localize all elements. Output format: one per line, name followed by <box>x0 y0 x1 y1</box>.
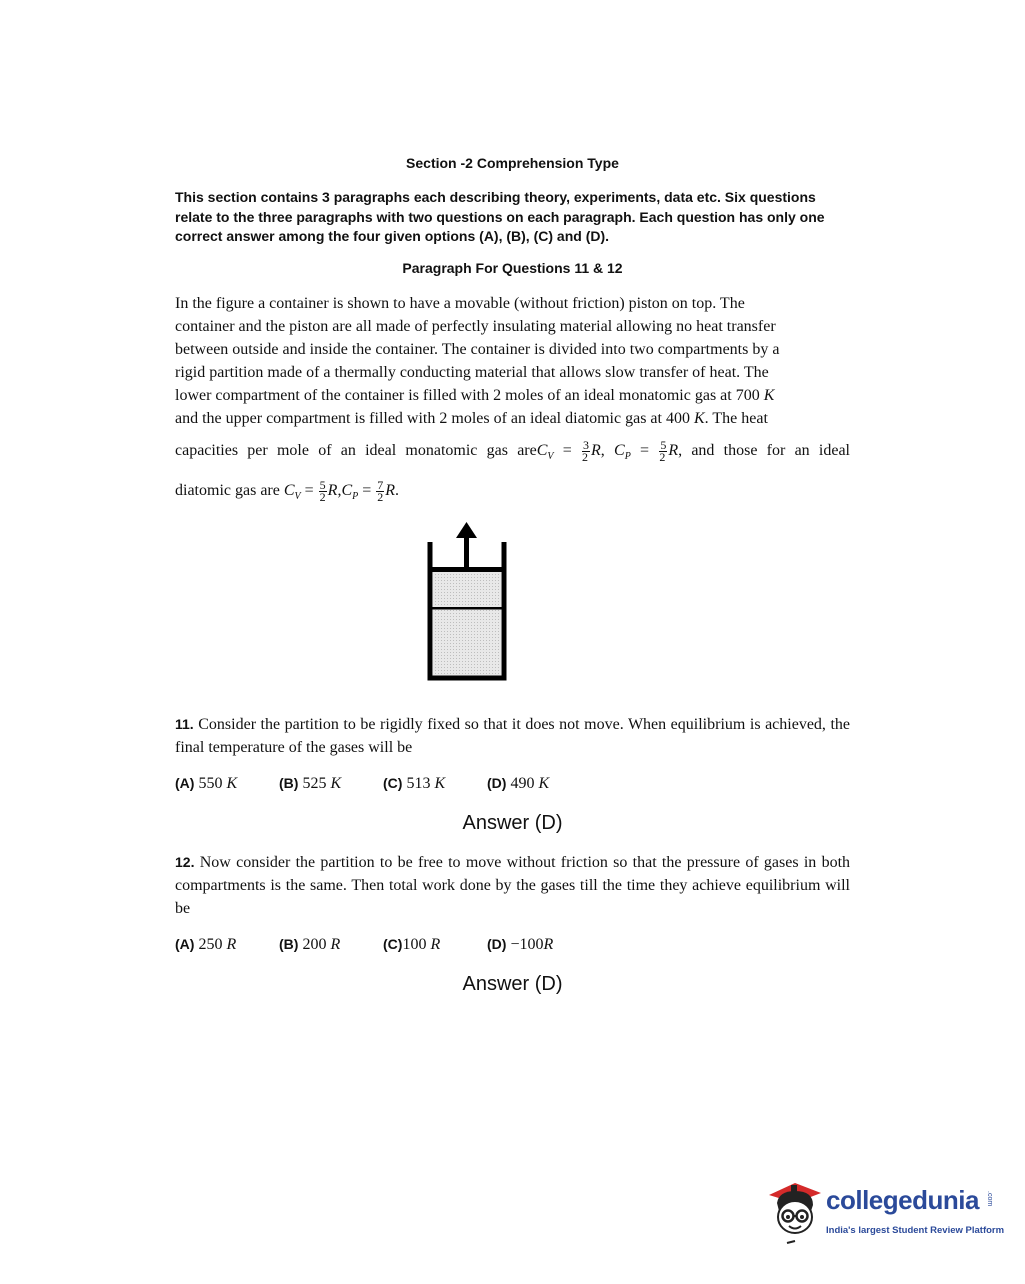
option-label: (D) <box>487 775 507 791</box>
option-d[interactable] <box>487 936 553 954</box>
logo-wordmark: collegedunia <box>826 1185 979 1215</box>
option-unit: K <box>434 775 446 792</box>
option-unit: K <box>330 775 342 792</box>
paragraph-line-text: and the upper compartment is filled with 2 moles of an ideal diatomic gas at 400 <box>175 410 690 427</box>
mascot-icon <box>765 1177 823 1245</box>
equals: = <box>553 442 572 459</box>
option-c[interactable] <box>383 936 440 954</box>
cv-symbol: C <box>283 482 295 500</box>
piston-rod <box>464 534 469 568</box>
option-value: 490 <box>510 775 535 792</box>
equals: = <box>300 482 314 500</box>
gas-region <box>433 572 501 676</box>
paragraph-line: rigid partition made of a thermally conducting material that allows slow transfer of heat. The <box>175 364 769 381</box>
option-label: (B) <box>279 936 299 952</box>
question-text: Now consider the partition to be free to move without friction so that the pressure of gases in both compartments is the same. Then total work done by the gases till the time they achieve equilibrium will be <box>175 854 851 917</box>
logo-suffix: .com <box>986 1191 993 1207</box>
option-b[interactable] <box>279 936 340 954</box>
option-a[interactable] <box>175 775 237 793</box>
option-value: 525 <box>302 775 327 792</box>
answer-11: Answer (D) <box>462 812 563 834</box>
cv-symbol: C <box>536 442 548 459</box>
option-label: (C) <box>383 775 403 791</box>
option-unit: R <box>330 936 341 953</box>
paragraph-line: In the figure a container is shown to have a movable (without friction) piston on top. The <box>175 295 745 312</box>
cv-subscript: V <box>294 491 301 503</box>
question-11 <box>175 713 850 759</box>
cp-symbol: C <box>341 482 353 500</box>
paragraph-line <box>175 384 850 407</box>
question-number: 12. <box>175 854 195 870</box>
option-d[interactable] <box>487 775 549 793</box>
option-label: (B) <box>279 775 299 791</box>
question-12 <box>175 851 850 920</box>
arrow-up-icon <box>456 522 477 538</box>
cp-symbol: C <box>614 442 625 459</box>
paragraph-line-formula: diatomic gas are $C_V$ = $\frac{5}{2}$ $R,C_P$ = $\frac{7}{2}$ R. <box>175 478 400 505</box>
fraction-numerator: 5 <box>319 478 326 493</box>
fraction-denominator: 2 <box>377 490 384 505</box>
option-unit: K <box>226 775 238 792</box>
section-title: Section -2 Comprehension Type <box>406 155 619 171</box>
option-label: (A) <box>175 936 195 952</box>
collegedunia-logo <box>765 1175 1005 1245</box>
fraction-numerator: 3 <box>583 437 590 452</box>
paragraph-line: between outside and inside the container. The container is divided into two compartments by a <box>175 341 780 358</box>
fraction-di-cv <box>319 480 327 503</box>
fraction-numerator: 7 <box>377 478 384 493</box>
option-value: −100 <box>510 936 544 953</box>
paragraph-line-text: capacities per mole of an ideal monatomic gas are <box>175 442 537 459</box>
fraction-mono-cv <box>582 437 590 464</box>
r-symbol: R <box>327 482 338 500</box>
fraction-denominator: 2 <box>582 449 589 464</box>
unit-kelvin: K <box>693 410 705 427</box>
fraction-denominator: 2 <box>659 449 666 464</box>
paragraph-line <box>175 407 850 430</box>
cp-subscript: P <box>624 451 631 463</box>
cp-subscript: P <box>352 491 359 503</box>
paragraph-line-text: diatomic gas are <box>175 482 280 500</box>
option-value: 550 <box>198 775 223 792</box>
fraction-numerator: 5 <box>660 437 667 452</box>
option-label: (D) <box>487 936 507 952</box>
option-unit: K <box>538 775 550 792</box>
option-b[interactable] <box>279 775 341 793</box>
period: . <box>395 482 400 500</box>
question-text: Consider the partition to be rigidly fixed so that it does not move. When equilibrium is achieved, the final temperature of the gases will be <box>175 716 851 756</box>
paragraph-line-tail: . The heat <box>704 410 768 427</box>
logo-tagline: India's largest Student Review Platform <box>826 1225 1005 1236</box>
fraction-mono-cp <box>659 437 667 464</box>
fraction-denominator: 2 <box>319 490 326 505</box>
option-c[interactable] <box>383 775 445 793</box>
section-instructions: This section contains 3 paragraphs each describing theory, experiments, data etc. Six questions relate to the three paragraphs with two questions on each paragraph. Each question has only one correct answer among the four given options (A), (B), (C) and (D). <box>175 189 825 244</box>
r-symbol: R <box>385 482 396 500</box>
comma: , <box>600 442 615 459</box>
paragraph-line: container and the piston are all made of perfectly insulating material allowing no heat transfer <box>175 318 776 335</box>
option-unit: R <box>543 936 554 953</box>
r-symbol: R <box>668 442 679 459</box>
equals: = <box>630 442 650 459</box>
cv-subscript: V <box>547 451 554 463</box>
paragraph-line-tail: , and those for an ideal <box>678 442 850 459</box>
unit-kelvin: K <box>763 387 775 404</box>
option-label: (A) <box>175 775 195 791</box>
question-number: 11. <box>175 716 194 732</box>
paragraph-line-formula <box>175 438 850 470</box>
answer-12: Answer (D) <box>462 973 563 995</box>
fraction-di-cp <box>376 480 384 503</box>
option-value: 250 <box>198 936 223 953</box>
container-piston-figure <box>420 520 515 685</box>
option-label: (C) <box>383 936 403 952</box>
comprehension-paragraph <box>175 292 850 510</box>
option-unit: R <box>430 936 441 953</box>
r-symbol: R <box>591 442 601 459</box>
partition <box>432 607 502 610</box>
option-value: 513 <box>406 775 431 792</box>
option-value: 200 <box>302 936 327 953</box>
paragraph-heading: Paragraph For Questions 11 & 12 <box>402 260 623 276</box>
paragraph-line-text: lower compartment of the container is filled with 2 moles of an ideal monatomic gas at 700 <box>175 387 760 404</box>
option-unit: R <box>226 936 237 953</box>
equals: = <box>358 482 372 500</box>
option-value: 100 <box>402 936 427 953</box>
option-a[interactable] <box>175 936 236 954</box>
